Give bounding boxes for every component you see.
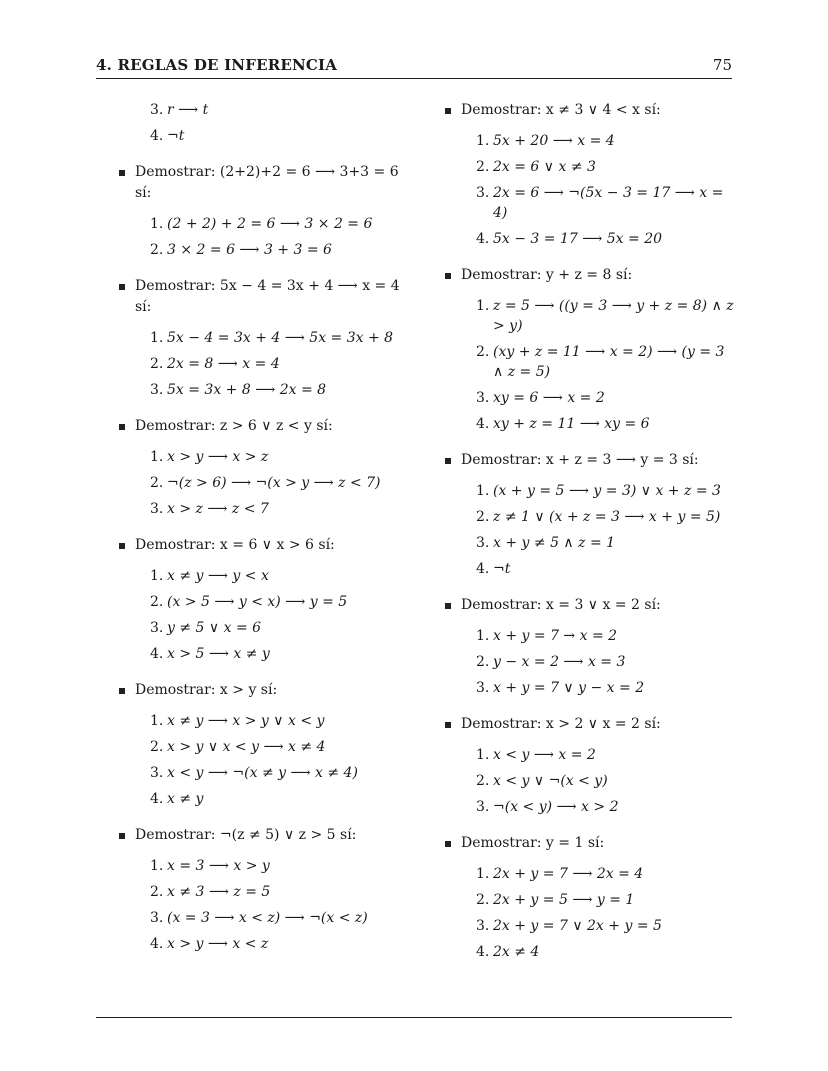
step-number: 4. [476, 561, 490, 577]
step-formula: z = 5 ⟶ ((y = 3 ⟶ y + z = 8) ∧ z > y) [493, 298, 734, 334]
step-item [118, 882, 410, 902]
step-number: 1. [150, 330, 164, 346]
step-formula: x = 3 ⟶ x > y [167, 858, 270, 874]
step-number: 3. [476, 185, 490, 201]
step-number: 4. [476, 231, 490, 247]
continued-steps [118, 100, 410, 146]
exercise-title [444, 595, 734, 616]
step-formula: x ≠ 3 ⟶ z = 5 [167, 884, 271, 900]
step-list [118, 447, 410, 519]
bullet-icon [445, 108, 451, 114]
step-list [118, 566, 410, 664]
step-number: 1. [476, 747, 490, 763]
step-number: 3. [476, 680, 490, 696]
step-number: 3. [476, 918, 490, 934]
step-formula: 2x = 6 ∨ x ≠ 3 [493, 159, 596, 175]
page-header [96, 56, 732, 79]
step-item [444, 183, 734, 223]
step-item [118, 240, 410, 260]
step-item [118, 328, 410, 348]
step-formula: y ≠ 5 ∨ x = 6 [167, 620, 262, 636]
bullet-icon [119, 284, 125, 290]
step-formula: xy + z = 11 ⟶ xy = 6 [493, 416, 650, 432]
exercise-item [118, 680, 410, 809]
step-formula: (2 + 2) + 2 = 6 ⟶ 3 × 2 = 6 [167, 216, 373, 232]
step-number: 1. [150, 713, 164, 729]
step-formula: 5x + 20 ⟶ x = 4 [493, 133, 615, 149]
exercise-title [444, 100, 734, 121]
exercise-title-text: Demostrar: x + z = 3 ⟶ y = 3 sí: [461, 452, 699, 468]
step-list [444, 481, 734, 579]
step-item [118, 789, 410, 809]
step-formula: x < y ∨ ¬(x < y) [493, 773, 608, 789]
exercise-title-text: Demostrar: x = 6 ∨ x > 6 sí: [135, 537, 335, 553]
exercise-title [444, 450, 734, 471]
step-formula: 2x + y = 7 ⟶ 2x = 4 [493, 866, 644, 882]
exercise-item [118, 162, 410, 260]
step-formula: x + y ≠ 5 ∧ z = 1 [493, 535, 616, 551]
step-formula: (x = 3 ⟶ x < z) ⟶ ¬(x < z) [167, 910, 368, 926]
step-item [118, 856, 410, 876]
chapter-title: 4. REGLAS DE INFERENCIA [96, 56, 338, 74]
bullet-icon [119, 688, 125, 694]
right-column [444, 100, 734, 978]
exercise-title [118, 276, 410, 318]
exercise-title [118, 535, 410, 556]
step-item [444, 414, 734, 434]
step-formula: x > 5 ⟶ x ≠ y [167, 646, 270, 662]
step-number: 1. [476, 866, 490, 882]
exercise-title-text: Demostrar: y + z = 8 sí: [461, 267, 633, 283]
bullet-icon [119, 170, 125, 176]
exercise-title [118, 825, 410, 846]
exercise-title-text: Demostrar: x = 3 ∨ x = 2 sí: [461, 597, 661, 613]
step-list [118, 711, 410, 809]
step-list [444, 864, 734, 962]
step-list [118, 328, 410, 400]
step-number: 2. [150, 884, 164, 900]
step-item [118, 592, 410, 612]
step-formula: ¬(z > 6) ⟶ ¬(x > y ⟶ z < 7) [167, 475, 381, 491]
step-list [118, 856, 410, 954]
exercise-title-text: Demostrar: ¬(z ≠ 5) ∨ z > 5 sí: [135, 827, 357, 843]
step-item [118, 737, 410, 757]
bullet-icon [119, 833, 125, 839]
step-item [118, 711, 410, 731]
bullet-icon [445, 722, 451, 728]
step-formula: x > y ∨ x < y ⟶ x ≠ 4 [167, 739, 326, 755]
step-item [444, 652, 734, 672]
step-item [118, 763, 410, 783]
page-number: 75 [712, 56, 732, 74]
step-list [444, 626, 734, 698]
step-formula: x ≠ y ⟶ x > y ∨ x < y [167, 713, 325, 729]
step-formula: 5x = 3x + 8 ⟶ 2x = 8 [167, 382, 327, 398]
left-column [118, 100, 410, 970]
step-number: 2. [150, 475, 164, 491]
step-number: 2. [476, 159, 490, 175]
step-number: 3. [150, 501, 164, 517]
exercise-title-text: Demostrar: x ≠ 3 ∨ 4 < x sí: [461, 102, 661, 118]
step-number: 2. [476, 892, 490, 908]
step-number: 3. [476, 535, 490, 551]
exercise-item [118, 535, 410, 664]
step-item [118, 618, 410, 638]
step-formula: 2x = 6 ⟶ ¬(5x − 3 = 17 ⟶ x = 4) [493, 185, 724, 221]
step-list [444, 745, 734, 817]
step-number: 2. [150, 739, 164, 755]
step-item [118, 354, 410, 374]
exercise-title-text: Demostrar: 5x − 4 = 3x + 4 ⟶ x = 4 sí: [135, 278, 400, 315]
step-number: 2. [150, 356, 164, 372]
footer-rule [96, 1017, 732, 1018]
exercise-item [118, 276, 410, 400]
bullet-icon [119, 543, 125, 549]
step-formula: x + y = 7 ∨ y − x = 2 [493, 680, 645, 696]
step-number: 4. [150, 128, 164, 144]
step-number: 1. [476, 483, 490, 499]
step-item [444, 890, 734, 910]
step-item [118, 934, 410, 954]
step-number: 3. [150, 910, 164, 926]
step-number: 1. [476, 133, 490, 149]
bullet-icon [445, 273, 451, 279]
step-number: 1. [150, 449, 164, 465]
step-formula: x + y = 7 → x = 2 [493, 628, 618, 644]
step-number: 4. [150, 936, 164, 952]
exercise-title-text: Demostrar: z > 6 ∨ z < y sí: [135, 418, 333, 434]
step-number: 4. [150, 646, 164, 662]
step-item [444, 481, 734, 501]
step-formula: x > z ⟶ z < 7 [167, 501, 269, 517]
exercise-title-text: Demostrar: x > y sí: [135, 682, 278, 698]
step-number: 3. [476, 799, 490, 815]
exercise-title [444, 714, 734, 735]
exercise-title [444, 833, 734, 854]
step-item [118, 473, 410, 493]
step-item [118, 380, 410, 400]
bullet-icon [445, 458, 451, 464]
step-formula: ¬t [493, 561, 511, 577]
step-number: 2. [476, 344, 490, 360]
step-list [118, 100, 410, 146]
step-number: 3. [150, 102, 164, 118]
step-item [444, 559, 734, 579]
step-item [444, 533, 734, 553]
step-number: 4. [150, 791, 164, 807]
step-item [118, 566, 410, 586]
step-list [444, 131, 734, 249]
step-formula: x ≠ y ⟶ y < x [167, 568, 269, 584]
bullet-icon [445, 841, 451, 847]
step-item [118, 214, 410, 234]
exercise-item [444, 833, 734, 962]
exercise-title [118, 162, 410, 204]
step-number: 3. [150, 765, 164, 781]
step-item [118, 126, 410, 146]
exercise-item [118, 825, 410, 954]
step-item [118, 447, 410, 467]
step-item [444, 797, 734, 817]
step-formula: xy = 6 ⟶ x = 2 [493, 390, 605, 406]
step-item [444, 229, 734, 249]
step-formula: (x > 5 ⟶ y < x) ⟶ y = 5 [167, 594, 348, 610]
exercise-item [444, 265, 734, 434]
step-formula: z ≠ 1 ∨ (x + z = 3 ⟶ x + y = 5) [493, 509, 721, 525]
step-formula: r ⟶ t [167, 102, 209, 118]
exercise-title [118, 416, 410, 437]
step-item [444, 626, 734, 646]
step-list [444, 296, 734, 434]
exercise-item [444, 100, 734, 249]
step-item [444, 745, 734, 765]
step-formula: (xy + z = 11 ⟶ x = 2) ⟶ (y = 3 ∧ z = 5) [493, 344, 725, 380]
exercise-title [444, 265, 734, 286]
step-formula: 2x = 8 ⟶ x = 4 [167, 356, 280, 372]
step-number: 2. [150, 594, 164, 610]
step-number: 1. [476, 298, 490, 314]
step-item [444, 678, 734, 698]
step-number: 3. [150, 620, 164, 636]
exercise-item [444, 714, 734, 817]
step-formula: (x + y = 5 ⟶ y = 3) ∨ x + z = 3 [493, 483, 721, 499]
exercise-title [118, 680, 410, 701]
step-item [444, 771, 734, 791]
step-number: 4. [476, 416, 490, 432]
step-number: 1. [150, 568, 164, 584]
step-formula: 5x − 4 = 3x + 4 ⟶ 5x = 3x + 8 [167, 330, 394, 346]
step-item [118, 100, 410, 120]
bullet-icon [445, 603, 451, 609]
exercise-title-text: Demostrar: x > 2 ∨ x = 2 sí: [461, 716, 661, 732]
exercise-title-text: Demostrar: y = 1 sí: [461, 835, 605, 851]
step-number: 2. [150, 242, 164, 258]
step-formula: x > y ⟶ x > z [167, 449, 269, 465]
step-formula: x < y ⟶ x = 2 [493, 747, 596, 763]
bullet-icon [119, 424, 125, 430]
step-number: 2. [476, 509, 490, 525]
step-number: 2. [476, 773, 490, 789]
step-formula: 2x + y = 5 ⟶ y = 1 [493, 892, 635, 908]
step-formula: x < y ⟶ ¬(x ≠ y ⟶ x ≠ 4) [167, 765, 358, 781]
step-list [118, 214, 410, 260]
exercise-item [444, 450, 734, 579]
step-item [444, 916, 734, 936]
step-item [444, 864, 734, 884]
exercise-title-text: Demostrar: (2+2)+2 = 6 ⟶ 3+3 = 6 sí: [135, 164, 399, 201]
step-number: 3. [476, 390, 490, 406]
step-item [118, 499, 410, 519]
exercise-item [118, 416, 410, 519]
step-formula: 2x + y = 7 ∨ 2x + y = 5 [493, 918, 662, 934]
step-item [444, 157, 734, 177]
step-formula: 3 × 2 = 6 ⟶ 3 + 3 = 6 [167, 242, 332, 258]
step-item [444, 388, 734, 408]
step-number: 3. [150, 382, 164, 398]
step-item [118, 908, 410, 928]
step-number: 1. [150, 858, 164, 874]
step-number: 1. [476, 628, 490, 644]
step-item [444, 342, 734, 382]
step-formula: x ≠ y [167, 791, 204, 807]
step-item [118, 644, 410, 664]
step-formula: ¬t [167, 128, 185, 144]
step-item [444, 507, 734, 527]
step-item [444, 296, 734, 336]
step-item [444, 942, 734, 962]
step-formula: 5x − 3 = 17 ⟶ 5x = 20 [493, 231, 663, 247]
step-number: 1. [150, 216, 164, 232]
step-formula: ¬(x < y) ⟶ x > 2 [493, 799, 619, 815]
step-number: 2. [476, 654, 490, 670]
step-formula: x > y ⟶ x < z [167, 936, 269, 952]
step-formula: y − x = 2 ⟶ x = 3 [493, 654, 626, 670]
step-formula: 2x ≠ 4 [493, 944, 540, 960]
step-item [444, 131, 734, 151]
step-number: 4. [476, 944, 490, 960]
exercise-item [444, 595, 734, 698]
